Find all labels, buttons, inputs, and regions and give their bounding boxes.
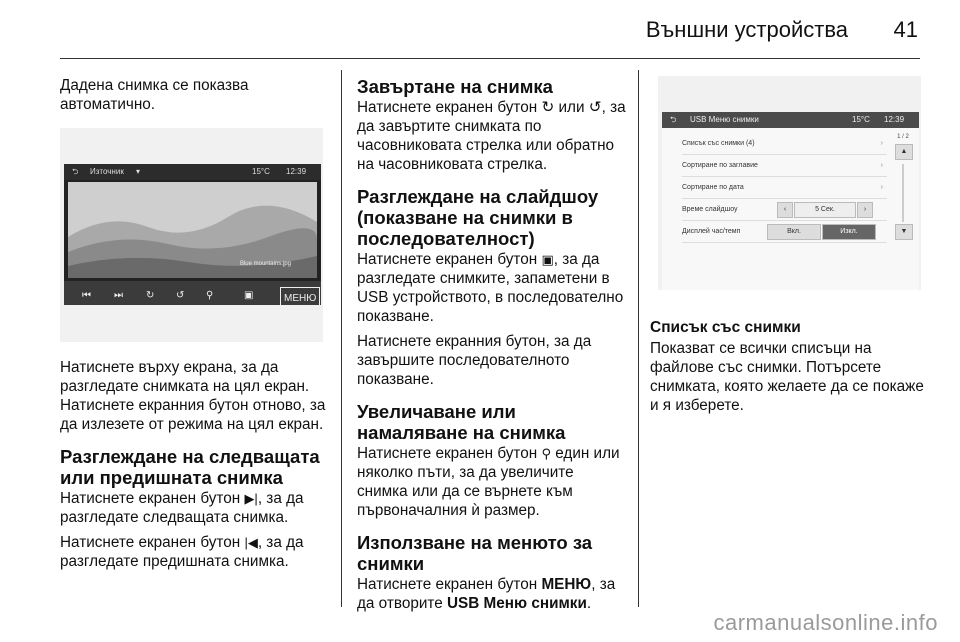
text: , за да разгледате предишната снимка. [60,534,304,570]
column-3 [650,306,930,421]
rotate-clockwise-icon: ↻ [541,99,555,116]
text: , за да отворите [357,576,616,612]
scrollbar[interactable] [902,164,904,222]
heading-rotate: Завъртане на снимка [357,76,553,97]
rotate-counterclockwise-icon: ↺ [588,99,602,116]
heading-photo-list: Списък със снимки [650,319,801,336]
prev-text [60,533,330,571]
row-label: Време слайдшоу [682,206,738,213]
scroll-down-button[interactable]: ▼ [895,224,913,240]
chevron-down-icon: ▾ [136,167,141,176]
menu-name: USB Меню снимки [446,595,587,612]
page-indicator: 1 / 2 [897,134,909,140]
chevron-right-icon: › [880,184,883,191]
text: Натиснете екранен бутон [357,99,542,116]
photo-list-text: Показват се всички списъци на файлове със снимки. Потърсете снимката, която желаете да се покаже и я изберете. [650,340,924,414]
photo-image [68,182,317,278]
rotate-text [357,98,627,174]
slideshow-text [357,250,627,326]
text: Натиснете екранен бутон [357,576,542,593]
clock: 12:39 [884,115,905,124]
row-label: Дисплей час/темп [682,228,741,235]
row-label: Сортиране по заглавие [682,162,758,169]
slideshow-icon: ▣ [541,252,554,267]
list-item[interactable] [682,156,887,177]
increase-button[interactable]: › [857,202,873,218]
status-bar [662,112,919,128]
temperature: 15°C [852,115,870,124]
fullscreen-text: Натиснете върху екрана, за да разгледате снимката на цял екран. Натиснете екранния бутон отново, за да излезете от режима на цял екран. [60,359,326,433]
text: , за да разгледате следващата снимка. [60,490,304,526]
on-button[interactable]: Вкл. [767,224,821,240]
scroll-panel [893,134,913,235]
text: един или няколко пъти, за да увеличите снимка или да се върнете към първоначалния ѝ размер. [357,445,620,519]
rotate-counterclockwise-icon[interactable]: ↺ [176,290,185,301]
menu-label: МЕНЮ [541,576,592,593]
status-bar [64,164,321,180]
usb-menu-illustration [658,76,921,290]
chevron-right-icon: › [880,140,883,147]
text: или [554,99,589,116]
header-rule [60,58,920,59]
zoom-icon: ⚲ [541,446,551,461]
list-item[interactable] [682,134,887,155]
slideshow-icon[interactable]: ▣ [244,290,254,301]
text: Натиснете екранен бутон [357,445,542,462]
heading-slideshow: Разглеждане на слайдшоу (показване на снимки в последователност) [357,186,599,249]
list-item[interactable] [682,178,887,199]
photo-toolbar [64,281,321,305]
next-text [60,489,330,527]
column-2 [357,76,627,619]
column-divider [341,70,342,607]
page-header [0,0,960,55]
heading-next-prev: Разглеждане на следващата или предишната снимка [60,446,320,488]
list-item [682,200,887,221]
prev-track-icon: |◀ [244,535,258,550]
rotate-clockwise-icon[interactable]: ↻ [146,290,155,301]
off-button[interactable]: Изкл. [822,224,876,240]
menu-button[interactable]: МЕНЮ [280,287,320,310]
usb-menu-screen [662,112,919,290]
back-icon: ⮌ [72,167,79,176]
slideshow-time-value: 5 Сек. [794,202,856,218]
next-track-icon[interactable]: ⏭ [114,290,123,301]
slideshow-end-text: Натиснете екранния бутон, за да завършите последователното показване. [357,333,592,388]
text: Натиснете екранен бутон [60,490,245,507]
row-label: Сортиране по дата [682,184,744,191]
photo-display [64,164,321,305]
decrease-button[interactable]: ‹ [777,202,793,218]
heading-zoom: Увеличаване или намаляване на снимка [357,401,566,443]
column-divider [638,70,639,607]
back-icon[interactable]: ⮌ [670,115,677,124]
text: Натиснете екранен бутон [60,534,245,551]
zoom-text [357,444,627,520]
text: Натиснете екранен бутон [357,251,542,268]
text: , за да завъртите снимката по часовниковата стрелка или обратно на часовниковата стрелка. [357,99,626,173]
list-item [682,222,887,243]
clock: 12:39 [286,167,307,176]
source-label: Източник [90,167,124,176]
next-track-icon: ▶| [244,491,258,506]
prev-track-icon[interactable]: ⏮ [82,290,91,301]
scroll-up-button[interactable]: ▲ [895,144,913,160]
page-number: 41 [893,17,918,42]
menu-text [357,575,627,613]
watermark: carmanualsonline.info [713,610,938,635]
photo-caption: Blue mountains.jpg [239,261,291,267]
heading-menu: Използване на менюто за снимки [357,532,593,574]
text: . [586,595,592,612]
intro-text: Дадена снимка се показва автоматично. [60,77,249,113]
section-title: Външни устройства [645,17,848,42]
menu-title: USB Меню снимки [690,115,759,124]
column-1 [60,76,330,577]
photo-screen-illustration [60,128,323,342]
temperature: 15°C [252,167,270,176]
text: , за да разгледате снимките, запаметени в USB устройството, в последователно показване. [357,251,624,325]
zoom-icon[interactable]: ⚲ [206,290,214,301]
row-label: Списък със снимки (4) [682,140,755,147]
chevron-right-icon: › [880,162,883,169]
